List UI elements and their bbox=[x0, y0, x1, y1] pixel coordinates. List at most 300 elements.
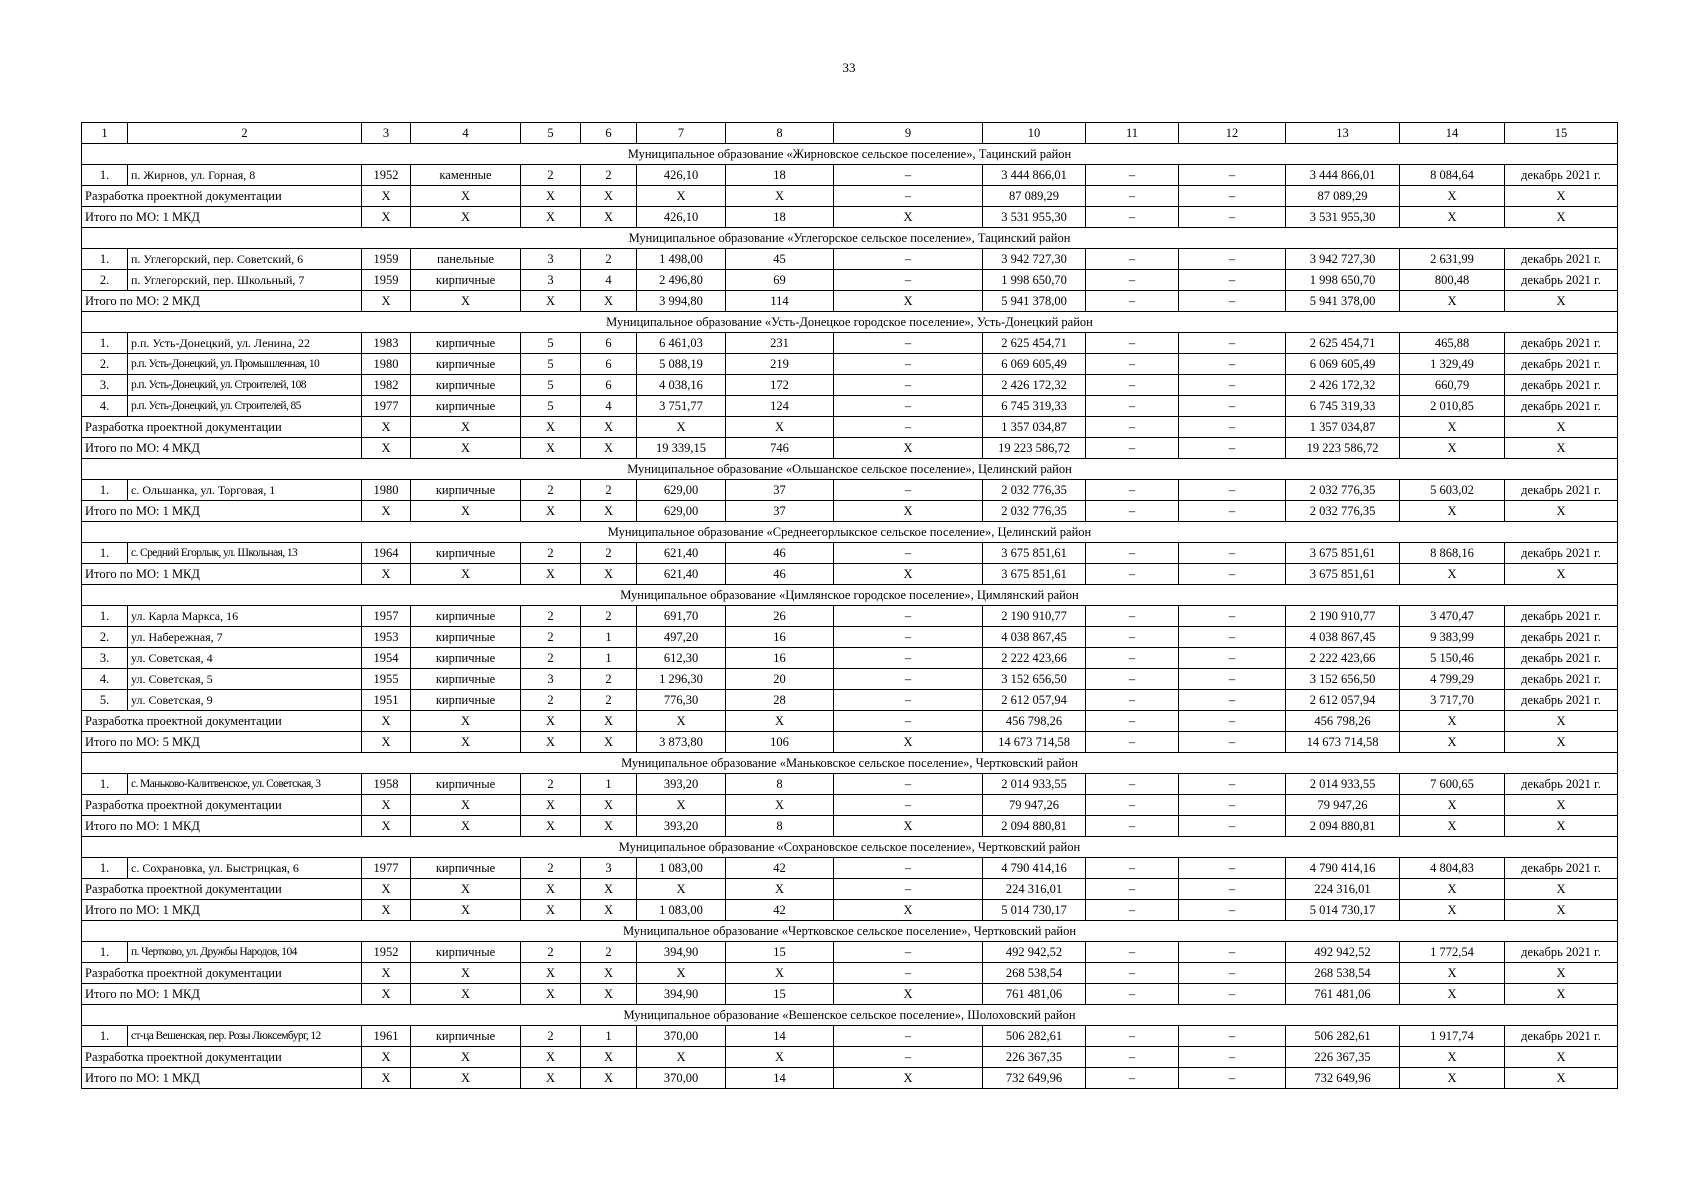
table-cell: 2 190 910,77 bbox=[1286, 606, 1400, 627]
table-row bbox=[82, 375, 1618, 396]
table-cell: 1 357 034,87 bbox=[1286, 417, 1400, 438]
table-cell: – bbox=[1179, 354, 1286, 375]
table-cell: X bbox=[637, 186, 726, 207]
table-cell: X bbox=[362, 816, 411, 837]
table-cell: 1 bbox=[581, 774, 637, 795]
table-row bbox=[82, 249, 1618, 270]
table-cell: 46 bbox=[726, 564, 834, 585]
table-cell: 5 941 378,00 bbox=[983, 291, 1086, 312]
table-cell: 761 481,06 bbox=[1286, 984, 1400, 1005]
table-cell: – bbox=[1179, 942, 1286, 963]
column-number: 7 bbox=[637, 123, 726, 144]
table-cell: 2 496,80 bbox=[637, 270, 726, 291]
row-number: 1. bbox=[82, 543, 128, 564]
table-cell: 8 bbox=[726, 816, 834, 837]
table-cell: 2 bbox=[581, 480, 637, 501]
table-cell: 5 088,19 bbox=[637, 354, 726, 375]
table-cell: X bbox=[411, 1068, 521, 1089]
table-cell: – bbox=[1179, 732, 1286, 753]
table-cell: – bbox=[1086, 249, 1179, 270]
table-cell: X bbox=[581, 291, 637, 312]
table-cell: X bbox=[1400, 438, 1505, 459]
section-header-row bbox=[82, 522, 1618, 543]
table-cell: 3 531 955,30 bbox=[983, 207, 1086, 228]
table-cell: 8 868,16 bbox=[1400, 543, 1505, 564]
row-number: 2. bbox=[82, 627, 128, 648]
table-cell: – bbox=[834, 963, 983, 984]
table-cell: 6 bbox=[581, 333, 637, 354]
table-cell: X bbox=[637, 417, 726, 438]
table-cell: X bbox=[726, 186, 834, 207]
table-cell: X bbox=[1400, 501, 1505, 522]
table-cell: 4 bbox=[581, 396, 637, 417]
address-cell: с. Ольшанка, ул. Торговая, 1 bbox=[128, 480, 362, 501]
table-cell: 3 bbox=[521, 249, 581, 270]
table-cell: X bbox=[637, 1047, 726, 1068]
table-cell: X bbox=[581, 900, 637, 921]
table-cell: кирпичные bbox=[411, 858, 521, 879]
table-cell: – bbox=[1086, 606, 1179, 627]
table-cell: 224 316,01 bbox=[983, 879, 1086, 900]
table-cell: декабрь 2021 г. bbox=[1505, 375, 1618, 396]
table-cell: X bbox=[581, 207, 637, 228]
address-cell: р.п. Усть-Донецкий, ул. Ленина, 22 bbox=[128, 333, 362, 354]
total-label: Итого по МО: 1 МКД bbox=[82, 816, 362, 837]
total-row bbox=[82, 186, 1618, 207]
table-cell: 37 bbox=[726, 480, 834, 501]
table-cell: – bbox=[1086, 774, 1179, 795]
table-cell: – bbox=[1086, 501, 1179, 522]
table-cell: 2 222 423,66 bbox=[983, 648, 1086, 669]
section-header-row bbox=[82, 753, 1618, 774]
table-cell: X bbox=[1505, 564, 1618, 585]
table-cell: X bbox=[362, 1068, 411, 1089]
total-row bbox=[82, 963, 1618, 984]
table-cell: 732 649,96 bbox=[1286, 1068, 1400, 1089]
table-cell: – bbox=[1179, 963, 1286, 984]
table-cell: 394,90 bbox=[637, 942, 726, 963]
column-number: 11 bbox=[1086, 123, 1179, 144]
table-cell: X bbox=[1400, 984, 1505, 1005]
table-cell: – bbox=[1086, 270, 1179, 291]
table-cell: 456 798,26 bbox=[1286, 711, 1400, 732]
table-cell: 19 223 586,72 bbox=[1286, 438, 1400, 459]
table-cell: X bbox=[1505, 1068, 1618, 1089]
table-cell: 87 089,29 bbox=[1286, 186, 1400, 207]
table-cell: 2 032 776,35 bbox=[983, 480, 1086, 501]
table-cell: X bbox=[362, 207, 411, 228]
total-row bbox=[82, 438, 1618, 459]
table-cell: X bbox=[637, 711, 726, 732]
table-cell: 1 917,74 bbox=[1400, 1026, 1505, 1047]
table-cell: – bbox=[834, 165, 983, 186]
total-row bbox=[82, 501, 1618, 522]
table-cell: 492 942,52 bbox=[983, 942, 1086, 963]
table-cell: 231 bbox=[726, 333, 834, 354]
table-cell: X bbox=[362, 900, 411, 921]
table-cell: 2 426 172,32 bbox=[1286, 375, 1400, 396]
table-cell: – bbox=[1086, 816, 1179, 837]
row-number: 1. bbox=[82, 480, 128, 501]
table-cell: X bbox=[521, 732, 581, 753]
column-number: 15 bbox=[1505, 123, 1618, 144]
capital-repair-table bbox=[81, 122, 1618, 1089]
table-cell: 2 612 057,94 bbox=[983, 690, 1086, 711]
table-cell: декабрь 2021 г. bbox=[1505, 942, 1618, 963]
table-cell: 6 745 319,33 bbox=[1286, 396, 1400, 417]
table-cell: X bbox=[521, 711, 581, 732]
table-cell: X bbox=[1505, 501, 1618, 522]
table-cell: X bbox=[1400, 207, 1505, 228]
table-cell: 3 942 727,30 bbox=[983, 249, 1086, 270]
table-cell: – bbox=[1179, 480, 1286, 501]
table-cell: 2 bbox=[581, 606, 637, 627]
table-cell: 506 282,61 bbox=[983, 1026, 1086, 1047]
table-cell: 45 bbox=[726, 249, 834, 270]
table-cell: 2 010,85 bbox=[1400, 396, 1505, 417]
table-cell: – bbox=[1086, 480, 1179, 501]
table-cell: кирпичные bbox=[411, 1026, 521, 1047]
table-cell: 370,00 bbox=[637, 1026, 726, 1047]
table-cell: 18 bbox=[726, 207, 834, 228]
table-cell: 394,90 bbox=[637, 984, 726, 1005]
section-title: Муниципальное образование «Среднеегорлыкское сельское поселение», Целинский район bbox=[82, 522, 1618, 543]
table-cell: 268 538,54 bbox=[1286, 963, 1400, 984]
table-cell: 3 675 851,61 bbox=[1286, 564, 1400, 585]
table-cell: X bbox=[726, 879, 834, 900]
table-cell: 1980 bbox=[362, 480, 411, 501]
total-label: Разработка проектной документации bbox=[82, 879, 362, 900]
address-cell: с. Маньково-Калитвенское, ул. Советская, 3 bbox=[128, 774, 362, 795]
table-cell: 3 942 727,30 bbox=[1286, 249, 1400, 270]
table-cell: X bbox=[1505, 732, 1618, 753]
total-row bbox=[82, 711, 1618, 732]
table-cell: декабрь 2021 г. bbox=[1505, 480, 1618, 501]
table-cell: 3 bbox=[521, 669, 581, 690]
table-cell: – bbox=[1086, 879, 1179, 900]
total-row bbox=[82, 816, 1618, 837]
table-cell: – bbox=[1179, 501, 1286, 522]
row-number: 1. bbox=[82, 774, 128, 795]
column-number: 14 bbox=[1400, 123, 1505, 144]
total-label: Итого по МО: 1 МКД bbox=[82, 984, 362, 1005]
column-number: 1 bbox=[82, 123, 128, 144]
table-cell: 1980 bbox=[362, 354, 411, 375]
table-cell: 2 014 933,55 bbox=[1286, 774, 1400, 795]
table-cell: декабрь 2021 г. bbox=[1505, 165, 1618, 186]
table-cell: X bbox=[637, 795, 726, 816]
table-cell: X bbox=[521, 963, 581, 984]
table-cell: 1957 bbox=[362, 606, 411, 627]
address-cell: п. Жирнов, ул. Горная, 8 bbox=[128, 165, 362, 186]
table-cell: 2 bbox=[581, 249, 637, 270]
table-cell: 3 751,77 bbox=[637, 396, 726, 417]
table-cell: 2 bbox=[581, 669, 637, 690]
total-row bbox=[82, 879, 1618, 900]
table-cell: – bbox=[1086, 438, 1179, 459]
table-row bbox=[82, 270, 1618, 291]
table-cell: X bbox=[362, 417, 411, 438]
total-label: Разработка проектной документации bbox=[82, 417, 362, 438]
page-number: 33 bbox=[842, 60, 856, 75]
table-cell: 14 673 714,58 bbox=[1286, 732, 1400, 753]
table-cell: декабрь 2021 г. bbox=[1505, 690, 1618, 711]
table-cell: 1 bbox=[581, 627, 637, 648]
total-row bbox=[82, 417, 1618, 438]
table-cell: – bbox=[1086, 669, 1179, 690]
column-number: 6 bbox=[581, 123, 637, 144]
address-cell: р.п. Усть-Донецкий, ул. Строителей, 108 bbox=[128, 375, 362, 396]
table-cell: X bbox=[581, 711, 637, 732]
table-cell: X bbox=[581, 879, 637, 900]
table-cell: X bbox=[581, 501, 637, 522]
table-cell: 7 600,65 bbox=[1400, 774, 1505, 795]
table-cell: 4 bbox=[581, 270, 637, 291]
table-cell: 3 152 656,50 bbox=[1286, 669, 1400, 690]
total-label: Итого по МО: 1 МКД bbox=[82, 900, 362, 921]
table-cell: – bbox=[1179, 207, 1286, 228]
table-cell: X bbox=[834, 900, 983, 921]
table-cell: кирпичные bbox=[411, 543, 521, 564]
table-cell: – bbox=[834, 417, 983, 438]
table-cell: X bbox=[521, 816, 581, 837]
table-cell: 2 032 776,35 bbox=[1286, 480, 1400, 501]
column-number: 9 bbox=[834, 123, 983, 144]
table-cell: декабрь 2021 г. bbox=[1505, 270, 1618, 291]
table-cell: X bbox=[1400, 816, 1505, 837]
table-cell: 1 998 650,70 bbox=[983, 270, 1086, 291]
total-label: Итого по МО: 1 МКД bbox=[82, 1068, 362, 1089]
table-cell: кирпичные bbox=[411, 942, 521, 963]
total-label: Разработка проектной документации bbox=[82, 1047, 362, 1068]
table-cell: X bbox=[521, 417, 581, 438]
table-cell: 4 790 414,16 bbox=[983, 858, 1086, 879]
table-cell: – bbox=[834, 375, 983, 396]
table-cell: 2 625 454,71 bbox=[983, 333, 1086, 354]
table-cell: 226 367,35 bbox=[983, 1047, 1086, 1068]
table-cell: X bbox=[637, 879, 726, 900]
table-cell: – bbox=[1179, 648, 1286, 669]
table-cell: 5 603,02 bbox=[1400, 480, 1505, 501]
table-cell: X bbox=[834, 207, 983, 228]
table-cell: – bbox=[1179, 879, 1286, 900]
table-cell: 14 bbox=[726, 1068, 834, 1089]
table-cell: 1983 bbox=[362, 333, 411, 354]
table-cell: X bbox=[1505, 816, 1618, 837]
total-row bbox=[82, 984, 1618, 1005]
table-cell: – bbox=[1179, 438, 1286, 459]
table-cell: – bbox=[1179, 417, 1286, 438]
table-cell: – bbox=[1179, 375, 1286, 396]
table-cell: декабрь 2021 г. bbox=[1505, 396, 1618, 417]
table-cell: 14 673 714,58 bbox=[983, 732, 1086, 753]
table-cell: – bbox=[834, 270, 983, 291]
total-label: Итого по МО: 4 МКД bbox=[82, 438, 362, 459]
table-row bbox=[82, 165, 1618, 186]
table-cell: 14 bbox=[726, 1026, 834, 1047]
table-cell: – bbox=[1086, 732, 1179, 753]
table-cell: 2 014 933,55 bbox=[983, 774, 1086, 795]
table-cell: 393,20 bbox=[637, 816, 726, 837]
table-cell: декабрь 2021 г. bbox=[1505, 543, 1618, 564]
table-cell: X bbox=[411, 711, 521, 732]
table-cell: – bbox=[1179, 795, 1286, 816]
table-row bbox=[82, 858, 1618, 879]
table-cell: 1 772,54 bbox=[1400, 942, 1505, 963]
table-cell: X bbox=[726, 711, 834, 732]
table-cell: 426,10 bbox=[637, 207, 726, 228]
table-cell: X bbox=[1505, 984, 1618, 1005]
table-cell: – bbox=[1179, 1047, 1286, 1068]
table-cell: 8 bbox=[726, 774, 834, 795]
column-number: 8 bbox=[726, 123, 834, 144]
table-cell: – bbox=[834, 354, 983, 375]
table-cell: – bbox=[1086, 627, 1179, 648]
row-number: 1. bbox=[82, 942, 128, 963]
table-cell: 16 bbox=[726, 627, 834, 648]
table-cell: – bbox=[1179, 774, 1286, 795]
table-cell: 124 bbox=[726, 396, 834, 417]
table-cell: – bbox=[1086, 690, 1179, 711]
table-cell: 79 947,26 bbox=[983, 795, 1086, 816]
table-cell: X bbox=[1400, 291, 1505, 312]
table-cell: – bbox=[1086, 396, 1179, 417]
table-cell: – bbox=[1086, 333, 1179, 354]
table-cell: X bbox=[1400, 963, 1505, 984]
table-cell: 506 282,61 bbox=[1286, 1026, 1400, 1047]
table-cell: X bbox=[521, 186, 581, 207]
table-cell: кирпичные bbox=[411, 480, 521, 501]
table-cell: X bbox=[362, 711, 411, 732]
table-cell: 3 bbox=[521, 270, 581, 291]
table-cell: – bbox=[1179, 165, 1286, 186]
table-cell: 426,10 bbox=[637, 165, 726, 186]
row-number: 1. bbox=[82, 606, 128, 627]
table-cell: – bbox=[834, 690, 983, 711]
table-cell: – bbox=[1179, 711, 1286, 732]
table-cell: – bbox=[1179, 858, 1286, 879]
total-row bbox=[82, 564, 1618, 585]
table-cell: 3 675 851,61 bbox=[983, 564, 1086, 585]
table-cell: X bbox=[411, 879, 521, 900]
table-cell: 2 631,99 bbox=[1400, 249, 1505, 270]
table-cell: кирпичные bbox=[411, 354, 521, 375]
table-cell: каменные bbox=[411, 165, 521, 186]
table-cell: 2 bbox=[521, 774, 581, 795]
address-cell: ул. Советская, 5 bbox=[128, 669, 362, 690]
address-cell: п. Чертково, ул. Дружбы Народов, 104 bbox=[128, 942, 362, 963]
table-cell: X bbox=[521, 501, 581, 522]
table-cell: – bbox=[1179, 900, 1286, 921]
address-cell: с. Сохрановка, ул. Быстрицкая, 6 bbox=[128, 858, 362, 879]
table-cell: X bbox=[521, 879, 581, 900]
table-cell: 465,88 bbox=[1400, 333, 1505, 354]
table-cell: 2 426 172,32 bbox=[983, 375, 1086, 396]
table-row bbox=[82, 669, 1618, 690]
total-label: Разработка проектной документации bbox=[82, 795, 362, 816]
table-cell: 2 bbox=[521, 690, 581, 711]
table-cell: 1 329,49 bbox=[1400, 354, 1505, 375]
total-row bbox=[82, 1068, 1618, 1089]
table-cell: – bbox=[1179, 564, 1286, 585]
table-cell: X bbox=[411, 417, 521, 438]
table-cell: декабрь 2021 г. bbox=[1505, 774, 1618, 795]
table-cell: – bbox=[834, 669, 983, 690]
table-cell: X bbox=[521, 438, 581, 459]
row-number: 1. bbox=[82, 333, 128, 354]
table-cell: 79 947,26 bbox=[1286, 795, 1400, 816]
table-cell: – bbox=[1179, 396, 1286, 417]
table-cell: X bbox=[834, 984, 983, 1005]
table-cell: X bbox=[362, 795, 411, 816]
table-cell: – bbox=[1179, 249, 1286, 270]
table-cell: декабрь 2021 г. bbox=[1505, 606, 1618, 627]
table-cell: 2 032 776,35 bbox=[1286, 501, 1400, 522]
table-cell: 219 bbox=[726, 354, 834, 375]
table-cell: 6 745 319,33 bbox=[983, 396, 1086, 417]
table-cell: 2 bbox=[581, 942, 637, 963]
table-cell: – bbox=[1086, 165, 1179, 186]
table-cell: X bbox=[834, 501, 983, 522]
section-header-row bbox=[82, 459, 1618, 480]
table-cell: кирпичные bbox=[411, 648, 521, 669]
table-cell: 2 222 423,66 bbox=[1286, 648, 1400, 669]
table-cell: X bbox=[362, 291, 411, 312]
table-cell: – bbox=[834, 543, 983, 564]
table-cell: X bbox=[834, 564, 983, 585]
table-cell: X bbox=[1400, 879, 1505, 900]
table-cell: 1955 bbox=[362, 669, 411, 690]
table-cell: 1951 bbox=[362, 690, 411, 711]
table-row bbox=[82, 648, 1618, 669]
total-label: Итого по МО: 1 МКД bbox=[82, 207, 362, 228]
table-cell: кирпичные bbox=[411, 333, 521, 354]
table-cell: X bbox=[362, 732, 411, 753]
table-cell: X bbox=[1505, 711, 1618, 732]
table-cell: 1959 bbox=[362, 249, 411, 270]
total-row bbox=[82, 291, 1618, 312]
address-cell: ст-ца Вешенская, пер. Розы Люксембург, 12 bbox=[128, 1026, 362, 1047]
table-cell: X bbox=[581, 816, 637, 837]
table-cell: 2 bbox=[581, 165, 637, 186]
table-cell: X bbox=[1505, 900, 1618, 921]
table-cell: X bbox=[1505, 438, 1618, 459]
table-cell: 4 804,83 bbox=[1400, 858, 1505, 879]
address-cell: ул. Советская, 4 bbox=[128, 648, 362, 669]
table-cell: X bbox=[1400, 732, 1505, 753]
table-cell: 497,20 bbox=[637, 627, 726, 648]
table-cell: 226 367,35 bbox=[1286, 1047, 1400, 1068]
table-cell: – bbox=[1086, 900, 1179, 921]
table-cell: – bbox=[1179, 333, 1286, 354]
table-cell: 2 bbox=[521, 543, 581, 564]
table-row bbox=[82, 690, 1618, 711]
row-number: 4. bbox=[82, 396, 128, 417]
address-cell: с. Средний Егорлык, ул. Школьная, 13 bbox=[128, 543, 362, 564]
table-cell: X bbox=[411, 564, 521, 585]
table-cell: – bbox=[834, 1026, 983, 1047]
table-cell: 1982 bbox=[362, 375, 411, 396]
table-cell: – bbox=[1179, 270, 1286, 291]
section-header-row bbox=[82, 312, 1618, 333]
table-cell: X bbox=[362, 1047, 411, 1068]
table-cell: 6 069 605,49 bbox=[1286, 354, 1400, 375]
table-cell: X bbox=[1400, 900, 1505, 921]
table-cell: 612,30 bbox=[637, 648, 726, 669]
address-cell: ул. Карла Маркса, 16 bbox=[128, 606, 362, 627]
section-title: Муниципальное образование «Жирновское сельское поселение», Тацинский район bbox=[82, 144, 1618, 165]
table-cell: X bbox=[411, 963, 521, 984]
